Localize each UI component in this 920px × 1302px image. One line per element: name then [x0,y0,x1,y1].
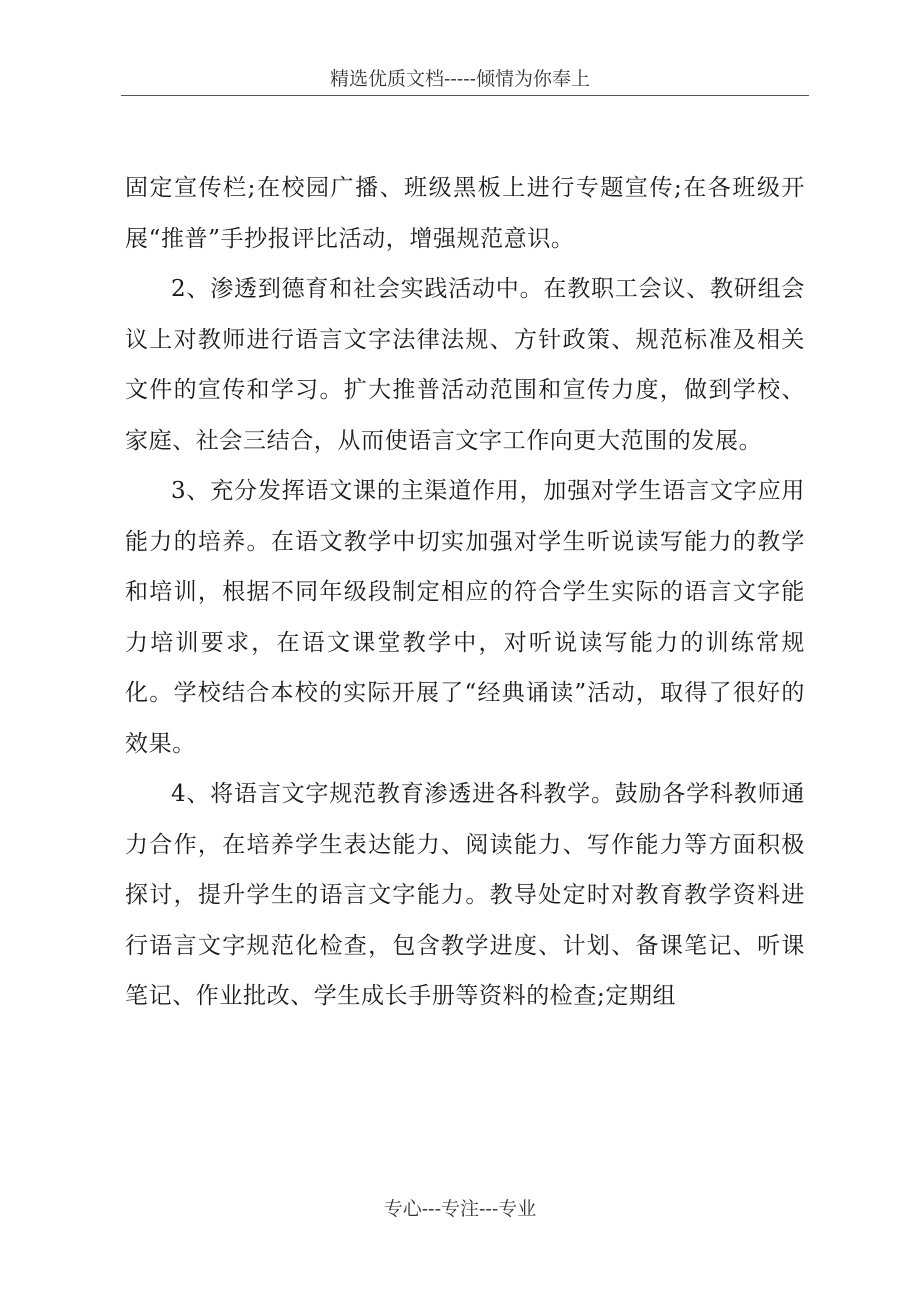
page-header: 精选优质文档-----倾情为你奉上 [329,68,591,90]
page-footer: 专心---专注---专业 [383,1198,537,1220]
document-body [125,163,805,1022]
paragraph-item-3: 3、充分发挥语文课的主渠道作用，加强对学生语言文字应用能力的培养。在语文教学中切实加强对学生听说读写能力的教学和培训，根据不同年级段制定相应的符合学生实际的语言文字能力培训要求，在语文课堂教学中，对听说读写能力的训练常规化。学校结合本校的实际开展了“经典诵读”活动，取得了很好的效果。 [125,478,805,757]
paragraph-item-2: 2、渗透到德育和社会实践活动中。在教职工会议、教研组会议上对教师进行语言文字法律法规、方针政策、规范标准及相关文件的宣传和学习。扩大推普活动范围和宣传力度，做到学校、家庭、社会三结合，从而使语言文字工作向更大范围的发展。 [125,276,805,454]
header-divider [121,95,809,96]
paragraph-continuation: 固定宣传栏;在校园广播、班级黑板上进行专题宣传;在各班级开展“推普”手抄报评比活动，增强规范意识。 [125,175,805,252]
paragraph-item-4: 4、将语言文字规范教育渗透进各科教学。鼓励各学科教师通力合作，在培养学生表达能力、阅读能力、写作能力等方面积极探讨，提升学生的语言文字能力。教导处定时对教育教学资料进行语言文字规范化检查，包含教学进度、计划、备课笔记、听课笔记、作业批改、学生成长手册等资料的检查;定期组 [125,781,805,1009]
